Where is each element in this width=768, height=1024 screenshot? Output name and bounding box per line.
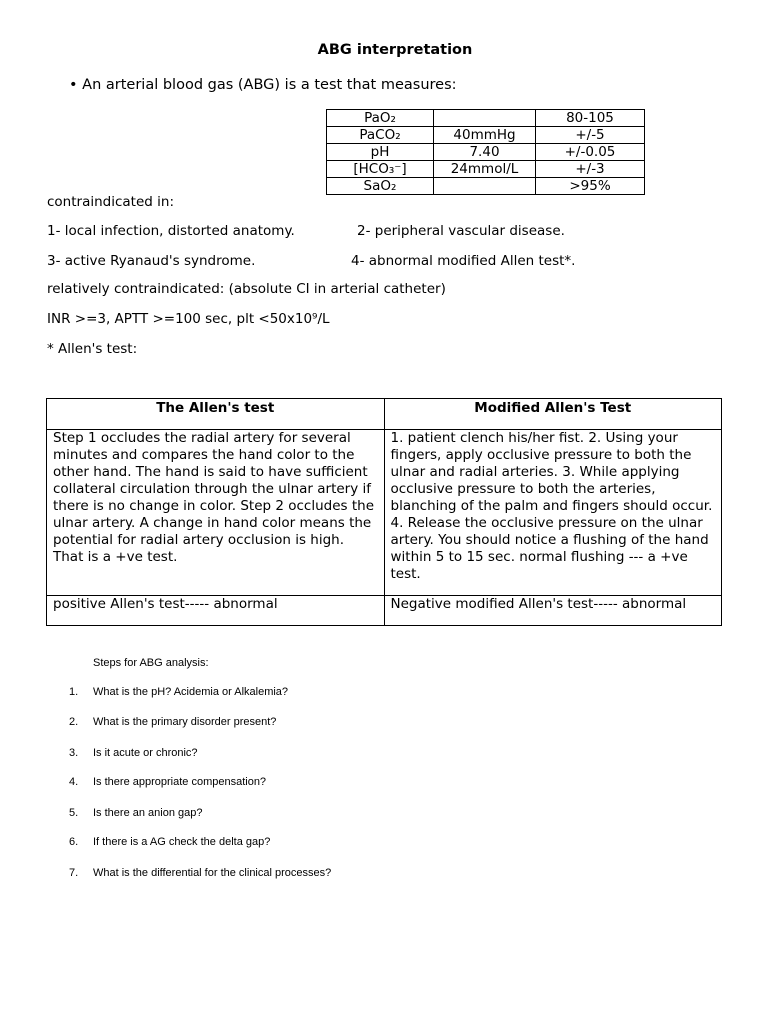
step-number: 2. [69,716,79,728]
contraindication-item: 1- local infection, distorted anatomy. [47,223,295,239]
abg-value: 40mmHg [434,127,536,144]
table-row [327,144,645,161]
abg-value [434,110,536,127]
modified-allen-test-description: 1. patient clench his/her fist. 2. Using your fingers, apply occlusive pressure to both the ulnar and radial arteries. 3. While applying occlusive pressure to both the arteries, blanching of the palm and fingers should occur. 4. Release the occlusive pressure on the ulnar artery. You should notice a flushing of the hand within 5 to 15 sec. normal flushing --- a +ve test. [390,430,713,582]
contraindication-item: 2- peripheral vascular disease. [357,223,565,239]
step-number: 5. [69,807,79,819]
step-text: Is there an anion gap? [93,807,203,819]
abg-param: pH [327,144,434,161]
table-cell [47,596,385,626]
step-text: What is the differential for the clinical processes? [93,867,332,879]
contraindications-heading: contraindicated in: [47,194,174,210]
abg-param: PaCO₂ [327,127,434,144]
contraindication-item: 4- abnormal modified Allen test*. [351,253,576,269]
intro-bullet: • An arterial blood gas (ABG) is a test that measures: [69,77,457,93]
abg-range: +/-0.05 [536,144,645,161]
table-row [327,110,645,127]
lab-thresholds: INR >=3, APTT >=100 sec, plt <50x10⁹/L [47,311,330,327]
column-header-label: Modified Allen's Test [474,400,632,416]
abg-range: +/-5 [536,127,645,144]
table-header-row [47,399,722,430]
modified-allen-test-result: Negative modified Allen's test----- abnormal [390,596,687,612]
table-cell [384,430,722,596]
table-row [47,430,722,596]
contraindication-item: 3- active Ryanaud's syndrome. [47,253,256,269]
column-header-label: The Allen's test [156,400,275,416]
abg-param: [HCO₃⁻] [327,161,434,178]
abg-range: +/-3 [536,161,645,178]
table-row [327,127,645,144]
table-cell [47,430,385,596]
table-row [327,161,645,178]
abg-value: 24mmol/L [434,161,536,178]
step-number: 3. [69,747,79,759]
abg-param: SaO₂ [327,178,434,195]
step-number: 4. [69,776,79,788]
abg-range: 80-105 [536,110,645,127]
step-text: Is it acute or chronic? [93,747,198,759]
abg-value [434,178,536,195]
abg-range: >95% [536,178,645,195]
step-text: Is there appropriate compensation? [93,776,267,788]
step-number: 6. [69,836,79,848]
abg-param: PaO₂ [327,110,434,127]
step-number: 7. [69,867,79,879]
steps-heading: Steps for ABG analysis: [93,657,209,669]
allen-test-description: Step 1 occludes the radial artery for several minutes and compares the hand color to the other hand. The hand is said to have sufficient collateral circulation through the ulnar artery if there is no change in color. Step 2 occludes the ulnar artery. A change in hand color means the potential for radial artery occlusion is high. That is a +ve test. [53,430,375,565]
relative-contraindications: relatively contraindicated: (absolute CI in arterial catheter) [47,281,446,297]
step-text: If there is a AG check the delta gap? [93,836,271,848]
allen-test-note: * Allen's test: [47,341,138,357]
abg-values-table [326,109,645,195]
allen-test-table [46,398,722,626]
step-text: What is the pH? Acidemia or Alkalemia? [93,686,289,698]
table-cell [384,596,722,626]
page-title: ABG interpretation [317,42,473,58]
step-text: What is the primary disorder present? [93,716,277,728]
allen-test-result: positive Allen's test----- abnormal [53,596,278,612]
table-row [47,596,722,626]
column-header [384,399,722,430]
step-number: 1. [69,686,79,698]
column-header [47,399,385,430]
table-row [327,178,645,195]
abg-value: 7.40 [434,144,536,161]
